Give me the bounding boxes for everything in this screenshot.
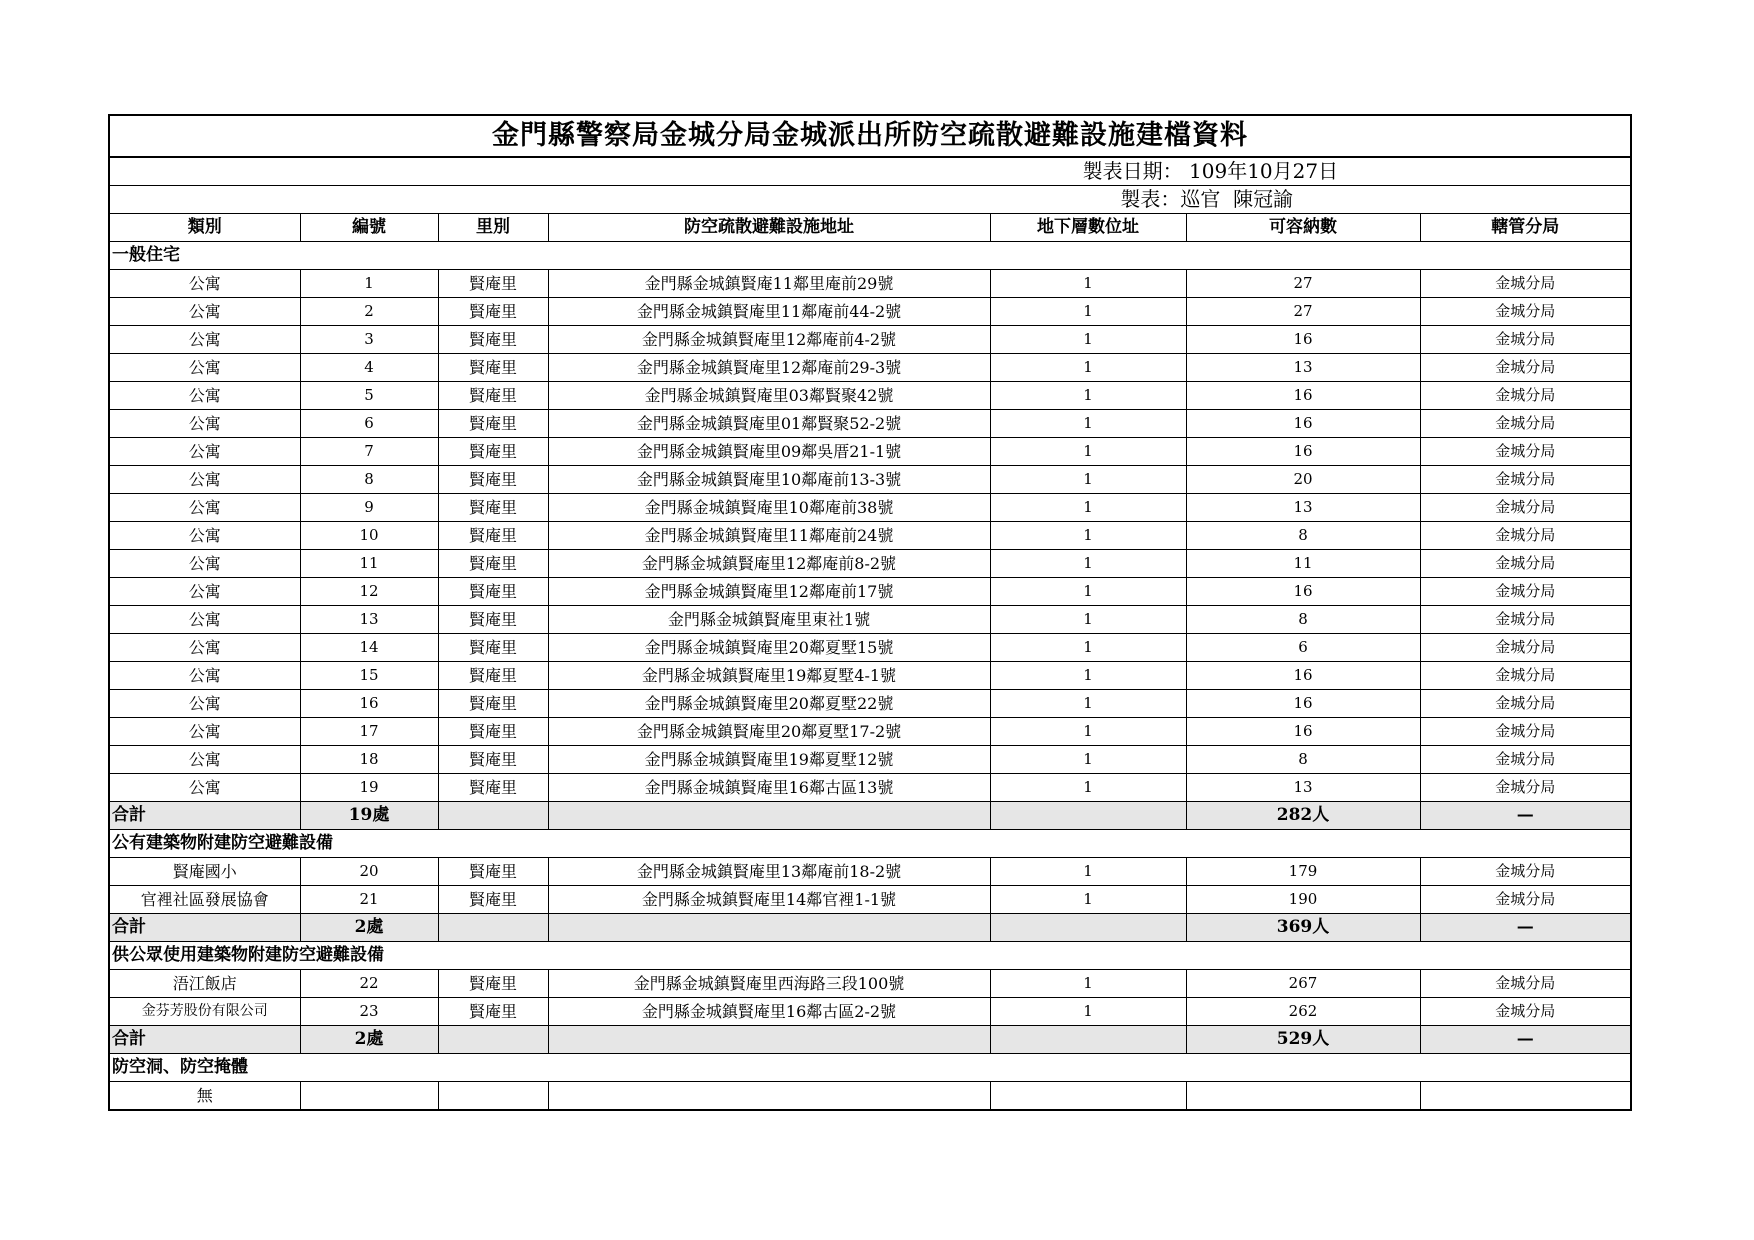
row-category: 浯江飯店 (109, 970, 300, 998)
row-village: 賢庵里 (438, 522, 548, 550)
total-empty (990, 914, 1186, 942)
row-branch: 金城分局 (1420, 494, 1631, 522)
row-address: 金門縣金城鎮賢庵里12鄰庵前8-2號 (548, 550, 990, 578)
total-empty (990, 802, 1186, 830)
row-category: 公寓 (109, 270, 300, 298)
header-branch: 轄管分局 (1420, 214, 1631, 242)
row-address: 金門縣金城鎮賢庵里14鄰官裡1-1號 (548, 886, 990, 914)
row-number: 19 (300, 774, 438, 802)
row-category: 公寓 (109, 550, 300, 578)
total-empty (548, 914, 990, 942)
row-floors (990, 1082, 1186, 1111)
row-capacity: 11 (1186, 550, 1420, 578)
row-category: 公寓 (109, 606, 300, 634)
row-branch: 金城分局 (1420, 578, 1631, 606)
header-capacity: 可容納數 (1186, 214, 1420, 242)
row-floors: 1 (990, 690, 1186, 718)
row-village: 賢庵里 (438, 662, 548, 690)
author-label: 製表： (1120, 187, 1181, 211)
row-branch: 金城分局 (1420, 690, 1631, 718)
row-branch: 金城分局 (1420, 522, 1631, 550)
row-branch: 金城分局 (1420, 410, 1631, 438)
row-capacity: 16 (1186, 326, 1420, 354)
row-capacity: 8 (1186, 746, 1420, 774)
row-category: 公寓 (109, 438, 300, 466)
row-branch: 金城分局 (1420, 746, 1631, 774)
row-branch (1420, 1082, 1631, 1111)
row-address: 金門縣金城鎮賢庵里西海路三段100號 (548, 970, 990, 998)
section-title: 一般住宅 (109, 242, 1631, 270)
row-branch: 金城分局 (1420, 718, 1631, 746)
row-branch: 金城分局 (1420, 970, 1631, 998)
row-number: 7 (300, 438, 438, 466)
total-branch: — (1420, 914, 1631, 942)
total-branch: — (1420, 1026, 1631, 1054)
total-row (109, 802, 1631, 830)
row-category: 公寓 (109, 634, 300, 662)
row-number: 4 (300, 354, 438, 382)
row-village: 賢庵里 (438, 606, 548, 634)
date-row (109, 157, 1631, 186)
row-number: 8 (300, 466, 438, 494)
row-capacity: 16 (1186, 382, 1420, 410)
row-village: 賢庵里 (438, 466, 548, 494)
row-branch: 金城分局 (1420, 326, 1631, 354)
author-value: 巡官 陳冠諭 (1180, 187, 1294, 211)
row-capacity: 13 (1186, 354, 1420, 382)
row-category: 賢庵國小 (109, 858, 300, 886)
row-village: 賢庵里 (438, 774, 548, 802)
section-title: 公有建築物附建防空避難設備 (109, 830, 1631, 858)
row-village: 賢庵里 (438, 494, 548, 522)
table-row (109, 354, 1631, 382)
row-number: 3 (300, 326, 438, 354)
total-empty (438, 802, 548, 830)
row-category: 無 (109, 1082, 300, 1111)
row-category: 金芬芳股份有限公司 (109, 998, 300, 1026)
row-floors: 1 (990, 970, 1186, 998)
row-branch: 金城分局 (1420, 550, 1631, 578)
row-capacity: 13 (1186, 494, 1420, 522)
row-capacity: 16 (1186, 578, 1420, 606)
row-address: 金門縣金城鎮賢庵里10鄰庵前13-3號 (548, 466, 990, 494)
row-branch: 金城分局 (1420, 298, 1631, 326)
row-village: 賢庵里 (438, 578, 548, 606)
row-address: 金門縣金城鎮賢庵里10鄰庵前38號 (548, 494, 990, 522)
total-empty (438, 1026, 548, 1054)
row-address: 金門縣金城鎮賢庵里20鄰夏墅22號 (548, 690, 990, 718)
row-floors: 1 (990, 326, 1186, 354)
table-row (109, 494, 1631, 522)
row-village: 賢庵里 (438, 858, 548, 886)
table-row (109, 998, 1631, 1026)
row-floors: 1 (990, 466, 1186, 494)
row-number: 2 (300, 298, 438, 326)
row-floors: 1 (990, 438, 1186, 466)
row-address: 金門縣金城鎮賢庵里12鄰庵前4-2號 (548, 326, 990, 354)
row-number: 21 (300, 886, 438, 914)
row-branch: 金城分局 (1420, 634, 1631, 662)
row-address: 金門縣金城鎮賢庵里11鄰庵前24號 (548, 522, 990, 550)
table-row (109, 410, 1631, 438)
row-floors: 1 (990, 522, 1186, 550)
row-category: 公寓 (109, 382, 300, 410)
row-capacity: 27 (1186, 270, 1420, 298)
row-capacity: 27 (1186, 298, 1420, 326)
header-address: 防空疏散避難設施地址 (548, 214, 990, 242)
row-floors: 1 (990, 718, 1186, 746)
row-number: 14 (300, 634, 438, 662)
row-village: 賢庵里 (438, 746, 548, 774)
row-floors: 1 (990, 998, 1186, 1026)
row-address: 金門縣金城鎮賢庵里12鄰庵前17號 (548, 578, 990, 606)
row-village: 賢庵里 (438, 438, 548, 466)
row-capacity: 16 (1186, 410, 1420, 438)
table-row (109, 634, 1631, 662)
document-sheet (108, 114, 1630, 1111)
table-row (109, 550, 1631, 578)
row-capacity: 16 (1186, 438, 1420, 466)
row-category: 公寓 (109, 662, 300, 690)
total-label: 合計 (109, 1026, 300, 1054)
row-village: 賢庵里 (438, 998, 548, 1026)
row-address: 金門縣金城鎮賢庵里19鄰夏墅4-1號 (548, 662, 990, 690)
total-label: 合計 (109, 914, 300, 942)
row-address: 金門縣金城鎮賢庵里20鄰夏墅15號 (548, 634, 990, 662)
row-category: 公寓 (109, 410, 300, 438)
row-branch: 金城分局 (1420, 998, 1631, 1026)
total-empty (438, 914, 548, 942)
total-row (109, 1026, 1631, 1054)
table-row (109, 746, 1631, 774)
row-floors: 1 (990, 550, 1186, 578)
row-address: 金門縣金城鎮賢庵里11鄰庵前44-2號 (548, 298, 990, 326)
section-title: 防空洞、防空掩體 (109, 1054, 1631, 1082)
section-row (109, 830, 1631, 858)
row-address: 金門縣金城鎮賢庵里01鄰賢聚52-2號 (548, 410, 990, 438)
date-value: 109年10月27日 (1189, 159, 1339, 183)
row-floors: 1 (990, 298, 1186, 326)
section-row (109, 1054, 1631, 1082)
row-capacity: 16 (1186, 718, 1420, 746)
row-number: 15 (300, 662, 438, 690)
row-village: 賢庵里 (438, 326, 548, 354)
row-number: 18 (300, 746, 438, 774)
header-floors: 地下層數位址 (990, 214, 1186, 242)
row-floors: 1 (990, 410, 1186, 438)
row-village: 賢庵里 (438, 382, 548, 410)
row-village: 賢庵里 (438, 298, 548, 326)
row-capacity: 8 (1186, 522, 1420, 550)
row-village: 賢庵里 (438, 886, 548, 914)
total-row (109, 914, 1631, 942)
total-capacity: 369人 (1186, 914, 1420, 942)
row-floors: 1 (990, 270, 1186, 298)
row-capacity: 20 (1186, 466, 1420, 494)
row-floors: 1 (990, 382, 1186, 410)
row-branch: 金城分局 (1420, 886, 1631, 914)
table-row (109, 970, 1631, 998)
row-category: 公寓 (109, 718, 300, 746)
row-branch: 金城分局 (1420, 466, 1631, 494)
row-address: 金門縣金城鎮賢庵里13鄰庵前18-2號 (548, 858, 990, 886)
author-row (109, 186, 1631, 214)
row-capacity: 6 (1186, 634, 1420, 662)
row-floors: 1 (990, 746, 1186, 774)
row-capacity (1186, 1082, 1420, 1111)
row-branch: 金城分局 (1420, 438, 1631, 466)
row-village: 賢庵里 (438, 354, 548, 382)
total-capacity: 282人 (1186, 802, 1420, 830)
row-capacity: 190 (1186, 886, 1420, 914)
row-capacity: 16 (1186, 662, 1420, 690)
row-branch: 金城分局 (1420, 354, 1631, 382)
section-title: 供公眾使用建築物附建防空避難設備 (109, 942, 1631, 970)
row-capacity: 13 (1186, 774, 1420, 802)
table-row (109, 690, 1631, 718)
table-row (109, 578, 1631, 606)
row-capacity: 262 (1186, 998, 1420, 1026)
total-count: 2處 (300, 914, 438, 942)
row-branch: 金城分局 (1420, 270, 1631, 298)
table-row (109, 858, 1631, 886)
row-category: 公寓 (109, 298, 300, 326)
row-floors: 1 (990, 578, 1186, 606)
row-capacity: 179 (1186, 858, 1420, 886)
row-category: 公寓 (109, 466, 300, 494)
row-village: 賢庵里 (438, 970, 548, 998)
row-number: 22 (300, 970, 438, 998)
row-category: 公寓 (109, 326, 300, 354)
row-capacity: 8 (1186, 606, 1420, 634)
row-village: 賢庵里 (438, 550, 548, 578)
row-number: 10 (300, 522, 438, 550)
row-capacity: 16 (1186, 690, 1420, 718)
row-village: 賢庵里 (438, 634, 548, 662)
row-address: 金門縣金城鎮賢庵11鄰里庵前29號 (548, 270, 990, 298)
row-address: 金門縣金城鎮賢庵里12鄰庵前29-3號 (548, 354, 990, 382)
row-number: 6 (300, 410, 438, 438)
row-address (548, 1082, 990, 1111)
total-count: 19處 (300, 802, 438, 830)
row-floors: 1 (990, 634, 1186, 662)
table-row (109, 662, 1631, 690)
row-floors: 1 (990, 606, 1186, 634)
table-row (109, 774, 1631, 802)
row-number: 11 (300, 550, 438, 578)
row-category: 公寓 (109, 522, 300, 550)
row-number: 9 (300, 494, 438, 522)
row-category: 公寓 (109, 578, 300, 606)
row-number: 13 (300, 606, 438, 634)
row-village (438, 1082, 548, 1111)
row-address: 金門縣金城鎮賢庵里03鄰賢聚42號 (548, 382, 990, 410)
row-number: 20 (300, 858, 438, 886)
row-floors: 1 (990, 774, 1186, 802)
row-village: 賢庵里 (438, 270, 548, 298)
table-row (109, 382, 1631, 410)
table-row (109, 886, 1631, 914)
row-village: 賢庵里 (438, 410, 548, 438)
total-branch: — (1420, 802, 1631, 830)
table-row (109, 326, 1631, 354)
row-category: 公寓 (109, 494, 300, 522)
row-address: 金門縣金城鎮賢庵里16鄰古區2-2號 (548, 998, 990, 1026)
row-floors: 1 (990, 494, 1186, 522)
row-category: 公寓 (109, 354, 300, 382)
row-branch: 金城分局 (1420, 382, 1631, 410)
header-row (109, 214, 1631, 242)
row-number: 23 (300, 998, 438, 1026)
date-label: 製表日期： (1082, 159, 1183, 183)
row-address: 金門縣金城鎮賢庵里09鄰吳厝21-1號 (548, 438, 990, 466)
table-row (109, 270, 1631, 298)
total-empty (548, 1026, 990, 1054)
table-row (109, 522, 1631, 550)
table-row (109, 438, 1631, 466)
row-capacity: 267 (1186, 970, 1420, 998)
shelter-table (108, 114, 1632, 1111)
header-village: 里別 (438, 214, 548, 242)
row-address: 金門縣金城鎮賢庵里20鄰夏墅17-2號 (548, 718, 990, 746)
total-capacity: 529人 (1186, 1026, 1420, 1054)
total-label: 合計 (109, 802, 300, 830)
page-title: 金門縣警察局金城分局金城派出所防空疏散避難設施建檔資料 (109, 115, 1631, 157)
total-empty (990, 1026, 1186, 1054)
row-address: 金門縣金城鎮賢庵里16鄰古區13號 (548, 774, 990, 802)
table-row (109, 1082, 1631, 1111)
header-number: 編號 (300, 214, 438, 242)
table-row (109, 606, 1631, 634)
row-address: 金門縣金城鎮賢庵里19鄰夏墅12號 (548, 746, 990, 774)
row-floors: 1 (990, 354, 1186, 382)
section-row (109, 242, 1631, 270)
row-branch: 金城分局 (1420, 662, 1631, 690)
row-floors: 1 (990, 662, 1186, 690)
row-branch: 金城分局 (1420, 858, 1631, 886)
table-row (109, 298, 1631, 326)
row-category: 官裡社區發展協會 (109, 886, 300, 914)
row-category: 公寓 (109, 690, 300, 718)
row-number (300, 1082, 438, 1111)
row-number: 16 (300, 690, 438, 718)
row-floors: 1 (990, 858, 1186, 886)
row-village: 賢庵里 (438, 718, 548, 746)
section-row (109, 942, 1631, 970)
table-row (109, 466, 1631, 494)
row-category: 公寓 (109, 774, 300, 802)
row-category: 公寓 (109, 746, 300, 774)
row-village: 賢庵里 (438, 690, 548, 718)
table-row (109, 718, 1631, 746)
row-floors: 1 (990, 886, 1186, 914)
row-number: 1 (300, 270, 438, 298)
row-address: 金門縣金城鎮賢庵里東社1號 (548, 606, 990, 634)
total-empty (548, 802, 990, 830)
header-category: 類別 (109, 214, 300, 242)
row-branch: 金城分局 (1420, 606, 1631, 634)
row-branch: 金城分局 (1420, 774, 1631, 802)
row-number: 5 (300, 382, 438, 410)
row-number: 17 (300, 718, 438, 746)
row-number: 12 (300, 578, 438, 606)
total-count: 2處 (300, 1026, 438, 1054)
